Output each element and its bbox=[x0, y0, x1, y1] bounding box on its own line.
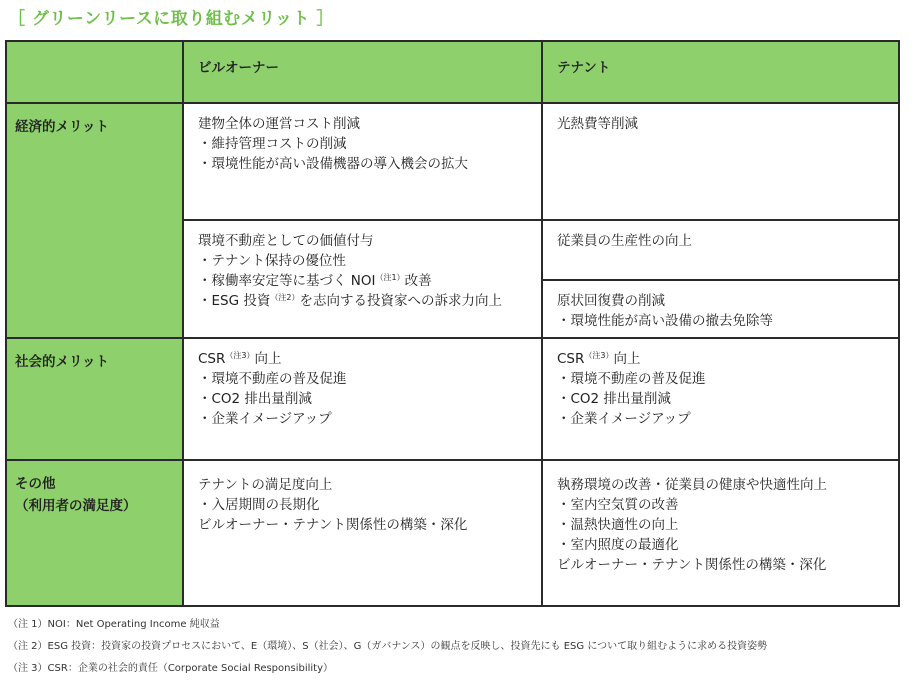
header-tenant-cell bbox=[542, 41, 899, 103]
other-tenant bbox=[542, 460, 899, 606]
row-label-other bbox=[6, 460, 183, 606]
text-line: ・CO2 排出量削減 bbox=[198, 391, 312, 407]
footnote-3: （注 3）CSR：企業の社会的責任（Corporate Social Responsibility） bbox=[8, 663, 333, 674]
social-owner bbox=[183, 338, 542, 460]
footnote-1: （注 1）NOI：Net Operating Income 純収益 bbox=[8, 619, 220, 630]
text-line bbox=[557, 349, 884, 369]
text-segment: CSR bbox=[557, 351, 585, 367]
text-line: ビルオーナー・テナント関係性の構築・深化 bbox=[557, 557, 827, 573]
text-line: ビルオーナー・テナント関係性の構築・深化 bbox=[198, 517, 468, 533]
text-line: ・企業イメージアップ bbox=[198, 411, 332, 427]
note-ref-1: （注1） bbox=[375, 273, 405, 282]
header-owner-cell bbox=[183, 41, 542, 103]
economic-tenant-productivity bbox=[542, 220, 899, 280]
text-line: ・環境不動産の普及促進 bbox=[557, 371, 706, 387]
other-label-line1: その他 bbox=[15, 476, 56, 492]
row-label-social bbox=[6, 338, 183, 460]
text-segment: 向上 bbox=[254, 351, 282, 367]
text-line: ・維持管理コストの削減 bbox=[198, 136, 347, 152]
text-line: ・企業イメージアップ bbox=[557, 411, 691, 427]
text-line: ・環境性能が高い設備の撤去免除等 bbox=[557, 313, 773, 329]
text-line: ・室内照度の最適化 bbox=[557, 537, 679, 553]
economic-row-a bbox=[6, 103, 899, 220]
text-line: 環境不動産としての価値付与 bbox=[198, 233, 374, 249]
footnotes bbox=[8, 614, 767, 680]
text-segment: 向上 bbox=[613, 351, 641, 367]
other-owner bbox=[183, 460, 542, 606]
header-owner-label: ビルオーナー bbox=[198, 60, 279, 76]
row-label-economic bbox=[6, 103, 183, 338]
page-title: ［ グリーンリースに取り組むメリット ］ bbox=[8, 9, 334, 29]
other-row bbox=[6, 460, 899, 606]
other-label-line2: （利用者の満足度） bbox=[15, 498, 137, 514]
text-line: ・環境性能が高い設備機器の導入機会の拡大 bbox=[198, 156, 468, 172]
economic-tenant-cost bbox=[542, 103, 899, 220]
text-line: 従業員の生産性の向上 bbox=[557, 233, 692, 249]
text-line: ・テナント保持の優位性 bbox=[198, 253, 346, 269]
text-line bbox=[198, 271, 527, 291]
text-line: ・室内空気質の改善 bbox=[557, 497, 679, 513]
note-ref-2: （注2） bbox=[270, 293, 300, 302]
economic-owner-cost bbox=[183, 103, 542, 220]
text-line: ・環境不動産の普及促進 bbox=[198, 371, 347, 387]
text-segment: ・稼働率安定等に基づく NOI bbox=[198, 273, 376, 289]
header-row bbox=[6, 41, 899, 103]
text-segment: を志向する投資家への訴求力向上 bbox=[299, 293, 502, 309]
text-line: ・CO2 排出量削減 bbox=[557, 391, 671, 407]
economic-label: 経済的メリット bbox=[15, 119, 109, 135]
text-line: ・入居期間の長期化 bbox=[198, 497, 320, 513]
text-segment: ・ESG 投資 bbox=[198, 293, 271, 309]
economic-tenant-restoration bbox=[542, 280, 899, 338]
merits-table bbox=[5, 40, 900, 607]
note-ref-3: （注3） bbox=[584, 351, 614, 360]
social-label: 社会的メリット bbox=[15, 354, 109, 370]
text-line bbox=[198, 291, 527, 311]
economic-owner-value bbox=[183, 220, 542, 338]
footnote-2: （注 2）ESG 投資：投資家の投資プロセスにおいて、E（環境）、S（社会）、G（ガバナンス）の観点を反映し、投資先にも ESG について取り組むように求める投資姿勢 bbox=[8, 641, 768, 652]
text-line: テナントの満足度向上 bbox=[198, 477, 333, 493]
text-segment: CSR bbox=[198, 351, 226, 367]
text-line bbox=[198, 349, 527, 369]
text-line: 光熱費等削減 bbox=[557, 116, 638, 132]
text-line: 執務環境の改善・従業員の健康や快適性向上 bbox=[557, 477, 827, 493]
text-line: 建物全体の運営コスト削減 bbox=[198, 116, 360, 132]
header-tenant-label: テナント bbox=[557, 60, 611, 76]
text-line: ・温熱快適性の向上 bbox=[557, 517, 679, 533]
text-line: 原状回復費の削減 bbox=[557, 293, 665, 309]
social-tenant bbox=[542, 338, 899, 460]
social-row bbox=[6, 338, 899, 460]
text-segment: 改善 bbox=[404, 273, 432, 289]
note-ref-3: （注3） bbox=[225, 351, 255, 360]
header-corner-cell bbox=[6, 41, 183, 103]
